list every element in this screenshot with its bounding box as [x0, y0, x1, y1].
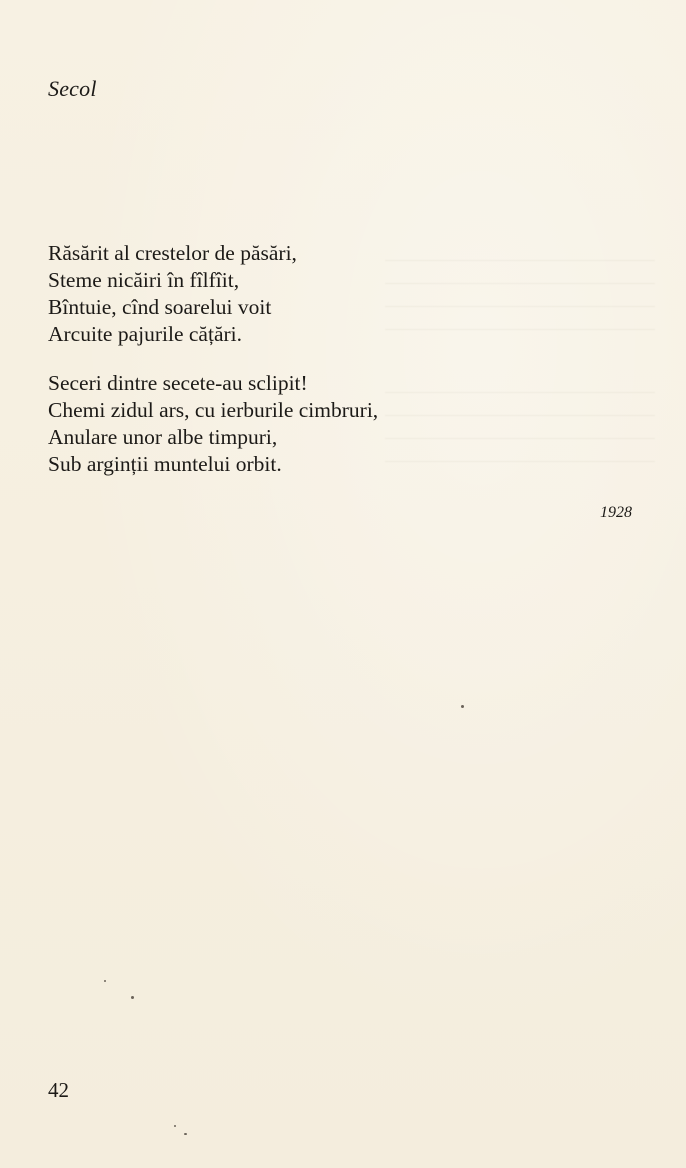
poem-line: Răsărit al crestelor de păsări, [48, 241, 297, 265]
show-through-text [385, 238, 655, 462]
poem-line: Steme nicăiri în fîlfîit, [48, 268, 240, 292]
paper-speck [131, 996, 134, 999]
poem-line: Chemi zidul ars, cu ierburile cimbruri, [48, 398, 379, 422]
poem-line: Seceri dintre secete-au sclipit! [48, 371, 308, 395]
poem-year: 1928 [600, 504, 632, 521]
stanza-2 [48, 370, 378, 478]
stanza-1 [48, 240, 297, 348]
poem-title: Secol [48, 76, 97, 101]
paper-speck [184, 1133, 187, 1135]
paper-speck [461, 705, 464, 708]
poem-line: Sub arginții muntelui orbit. [48, 452, 282, 476]
paper-speck [104, 980, 106, 982]
paper-speck [174, 1125, 176, 1127]
page-number: 42 [48, 1078, 69, 1102]
poem-line: Arcuite pajurile cățări. [48, 322, 242, 346]
poem-line: Anulare unor albe timpuri, [48, 425, 278, 449]
poem-line: Bîntuie, cînd soarelui voit [48, 295, 272, 319]
